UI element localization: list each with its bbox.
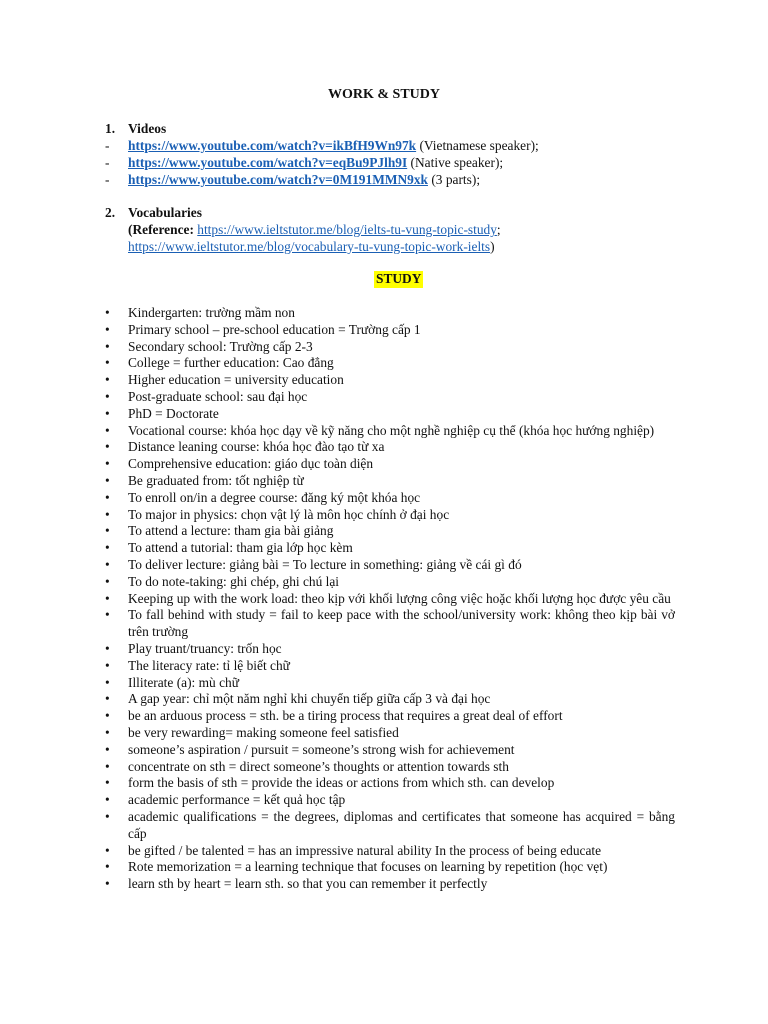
- list-dash: -: [105, 138, 110, 153]
- bullet-icon: •: [105, 540, 110, 556]
- item-text: learn sth by heart = learn sth. so that you can remember it perfectly: [128, 876, 488, 892]
- bullet-icon: •: [105, 674, 110, 690]
- bullet-icon: •: [105, 842, 110, 858]
- item-text: academic qualifications = the degrees, diplomas and certificates that someone has acquired = bằng cấp: [128, 808, 675, 841]
- list-item: [105, 305, 675, 322]
- bullet-icon: •: [105, 489, 110, 505]
- bullet-icon: •: [105, 321, 110, 337]
- list-item: [105, 540, 675, 557]
- list-item: [105, 322, 675, 339]
- bullet-icon: •: [105, 422, 110, 438]
- item-text: Post-graduate school: sau đại học: [128, 388, 308, 404]
- bullet-icon: •: [105, 775, 110, 791]
- list-item: [105, 792, 675, 809]
- item-text: To major in physics: chọn vật lý là môn học chính ở đại học: [128, 506, 450, 522]
- item-text: be an arduous process = sth. be a tiring process that requires a great deal of effort: [128, 708, 563, 724]
- reference-separator: ;: [496, 222, 501, 237]
- bullet-icon: •: [105, 305, 110, 320]
- list-item: [105, 456, 675, 473]
- item-text: Play truant/truancy: trốn học: [128, 640, 282, 656]
- bullet-icon: •: [105, 859, 110, 875]
- video-line: [105, 155, 503, 172]
- item-text: Higher education = university education: [128, 372, 344, 388]
- list-item: [105, 355, 675, 372]
- item-text: academic performance = kết quả học tập: [128, 792, 346, 808]
- item-text: PhD = Doctorate: [128, 405, 219, 421]
- document-title: WORK & STUDY: [327, 87, 440, 102]
- list-item: [105, 708, 675, 725]
- list-item: [105, 507, 675, 524]
- bullet-icon: •: [105, 573, 110, 589]
- list-item: [105, 339, 675, 356]
- bullet-icon: •: [105, 472, 110, 488]
- bullet-icon: •: [105, 792, 110, 808]
- bullet-icon: •: [105, 691, 110, 707]
- list-item: [105, 675, 675, 692]
- item-text: Distance leaning course: khóa học đào tạo từ xa: [128, 439, 385, 455]
- bullet-icon: •: [105, 607, 110, 623]
- video-note: (Native speaker);: [407, 155, 504, 170]
- list-item: [105, 691, 675, 708]
- bullet-icon: •: [105, 758, 110, 774]
- list-item: [105, 809, 675, 843]
- item-text: form the basis of sth = provide the ideas or actions from which sth. can develop: [128, 775, 555, 791]
- videos-heading-text: Videos: [128, 121, 167, 136]
- bullet-icon: •: [105, 405, 110, 421]
- item-text: To attend a tutorial: tham gia lớp học kèm: [128, 540, 353, 556]
- list-item: [105, 759, 675, 776]
- item-text: The literacy rate: tỉ lệ biết chữ: [128, 657, 290, 673]
- item-text: Vocational course: khóa học dạy về kỹ năng cho một nghề nghiệp cụ thể (khóa học hướng nghiệp): [128, 422, 655, 438]
- bullet-icon: •: [105, 523, 110, 539]
- item-text: Rote memorization = a learning technique that focuses on learning by repetition (học vẹt): [128, 859, 608, 875]
- video-line: [105, 172, 480, 189]
- list-item: [105, 372, 675, 389]
- list-item: [105, 775, 675, 792]
- vocab-number: 2.: [105, 205, 116, 220]
- vocab-list: [105, 305, 675, 893]
- bullet-icon: •: [105, 640, 110, 656]
- list-item: [105, 658, 675, 675]
- list-dash: -: [105, 172, 110, 187]
- bullet-icon: •: [105, 724, 110, 740]
- video-link[interactable]: https://www.youtube.com/watch?v=ikBfH9Wn97k: [128, 138, 417, 153]
- list-item: [105, 574, 675, 591]
- videos-heading: [105, 121, 166, 138]
- list-dash: -: [105, 155, 110, 170]
- bullet-icon: •: [105, 741, 110, 757]
- item-text: To deliver lecture: giảng bài = To lecture in something: giảng về cái gì đó: [128, 556, 522, 572]
- bullet-icon: •: [105, 808, 110, 824]
- list-item: [105, 423, 675, 440]
- item-text: be gifted / be talented = has an impressive natural ability In the process of being educate: [128, 842, 602, 858]
- list-item: [105, 523, 675, 540]
- list-item: [105, 607, 675, 641]
- item-text: To do note-taking: ghi chép, ghi chú lại: [128, 573, 340, 589]
- bullet-icon: •: [105, 657, 110, 673]
- list-item: [105, 641, 675, 658]
- bullet-icon: •: [105, 876, 110, 892]
- item-text: A gap year: chỉ một năm nghỉ khi chuyển tiếp giữa cấp 3 và đại học: [128, 691, 491, 707]
- reference-block: [128, 222, 688, 256]
- video-note: (3 parts);: [427, 172, 481, 187]
- video-link[interactable]: https://www.youtube.com/watch?v=0M191MMN9xk: [128, 172, 428, 187]
- bullet-icon: •: [105, 456, 110, 472]
- list-item: [105, 876, 675, 893]
- item-text: Secondary school: Trường cấp 2-3: [128, 338, 313, 354]
- list-item: [105, 490, 675, 507]
- item-text: College = further education: Cao đẳng: [128, 355, 334, 371]
- video-note: (Vietnamese speaker);: [416, 138, 539, 153]
- item-text: To attend a lecture: tham gia bài giảng: [128, 523, 334, 539]
- item-text: Keeping up with the work load: theo kịp với khối lượng công việc hoặc khối lượng học được yêu cầu: [128, 590, 671, 606]
- bullet-icon: •: [105, 708, 110, 724]
- reference-label: (Reference:: [128, 222, 198, 237]
- study-heading: STUDY: [376, 271, 422, 286]
- list-item: [105, 439, 675, 456]
- bullet-icon: •: [105, 388, 110, 404]
- list-item: [105, 406, 675, 423]
- item-text: To fall behind with study = fail to keep pace with the school/university work: không theo kịp bài vở trên trường: [128, 607, 675, 640]
- reference-link[interactable]: https://www.ieltstutor.me/blog/ielts-tu-vung-topic-study: [197, 222, 497, 237]
- bullet-icon: •: [105, 556, 110, 572]
- vocab-heading-text: Vocabularies: [128, 205, 202, 220]
- list-item: [105, 557, 675, 574]
- bullet-icon: •: [105, 590, 110, 606]
- bullet-icon: •: [105, 338, 110, 354]
- item-text: Comprehensive education: giáo dục toàn diện: [128, 456, 374, 472]
- item-text: Primary school – pre-school education = Trường cấp 1: [128, 321, 421, 337]
- video-link[interactable]: https://www.youtube.com/watch?v=eqBu9PJlh9I: [128, 155, 408, 170]
- list-item: [105, 591, 675, 608]
- item-text: Illiterate (a): mù chữ: [128, 674, 239, 690]
- videos-number: 1.: [105, 121, 116, 136]
- list-item: [105, 389, 675, 406]
- list-item: [105, 473, 675, 490]
- list-item: [105, 725, 675, 742]
- bullet-icon: •: [105, 372, 110, 388]
- item-text: Kindergarten: trường mầm non: [128, 305, 295, 320]
- reference-close: ): [490, 238, 495, 254]
- list-item: [105, 843, 675, 860]
- item-text: Be graduated from: tốt nghiệp từ: [128, 472, 304, 488]
- video-line: [105, 138, 539, 155]
- reference-link[interactable]: https://www.ieltstutor.me/blog/vocabulary-tu-vung-topic-work-ielts: [128, 238, 491, 254]
- item-text: concentrate on sth = direct someone’s thoughts or attention towards sth: [128, 758, 509, 774]
- list-item: [105, 859, 675, 876]
- item-text: someone’s aspiration / pursuit = someone’s strong wish for achievement: [128, 741, 515, 757]
- item-text: be very rewarding= making someone feel satisfied: [128, 724, 399, 740]
- bullet-icon: •: [105, 439, 110, 455]
- list-item: [105, 742, 675, 759]
- item-text: To enroll on/in a degree course: đăng ký một khóa học: [128, 489, 421, 505]
- bullet-icon: •: [105, 506, 110, 522]
- bullet-icon: •: [105, 355, 110, 371]
- vocab-heading: [105, 205, 202, 222]
